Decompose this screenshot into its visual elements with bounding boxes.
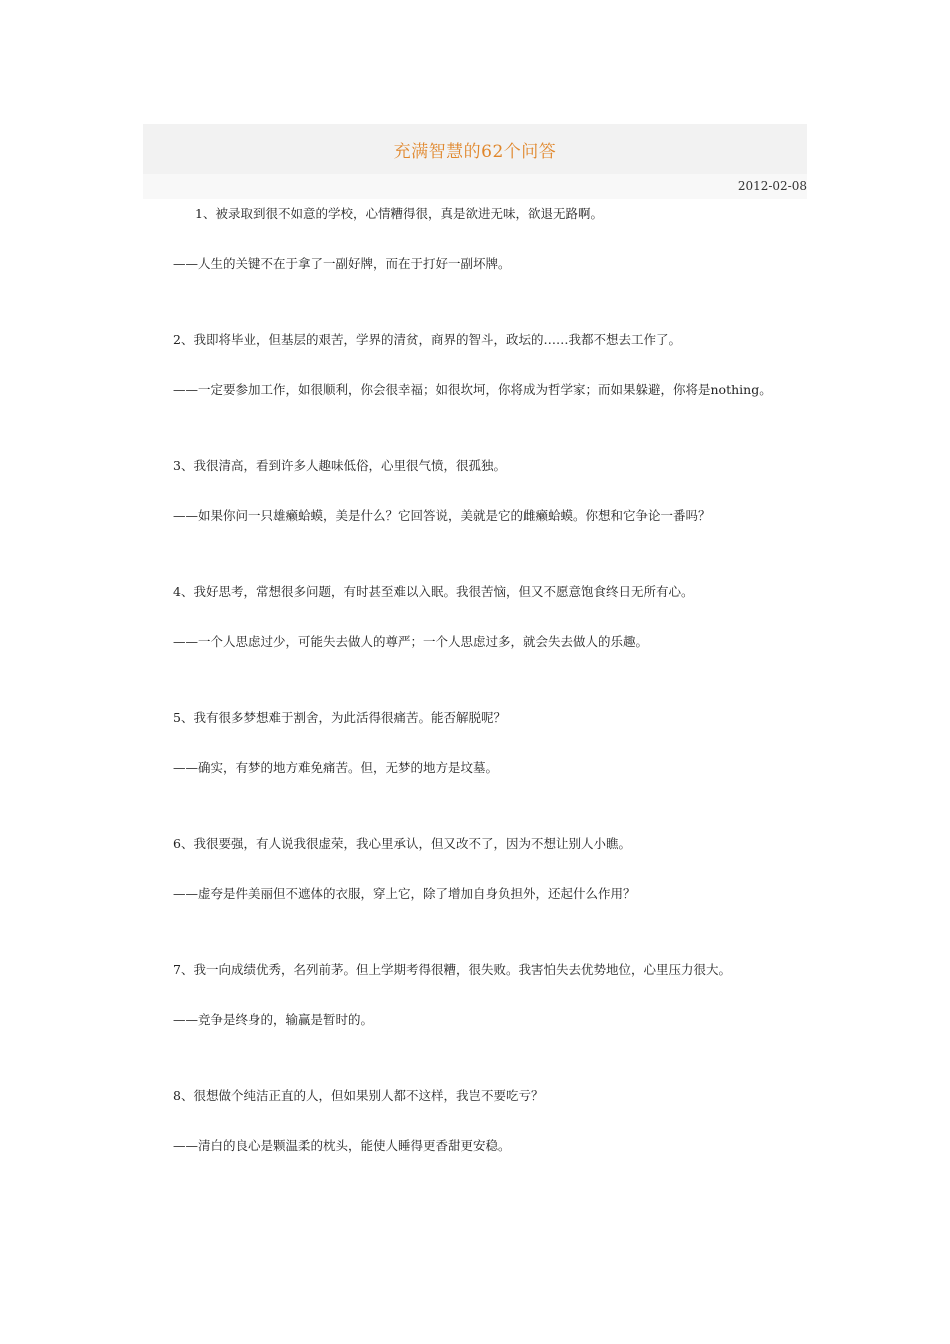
answer: ——竞争是终身的，输赢是暂时的。 xyxy=(173,1012,374,1027)
question: 7、我一向成绩优秀，名列前茅。但上学期考得很糟，很失败。我害怕失去优势地位，心里压力很大。 xyxy=(173,962,731,977)
question: 5、我有很多梦想难于割舍，为此活得很痛苦。能否解脱呢？ xyxy=(173,710,506,725)
qa-item xyxy=(143,454,807,528)
answer: ——一个人思虑过少，可能失去做人的尊严；一个人思虑过多，就会失去做人的乐趣。 xyxy=(173,634,649,649)
question: 3、我很清高，看到许多人趣味低俗，心里很气愤，很孤独。 xyxy=(173,458,506,473)
qa-item xyxy=(143,958,807,1032)
qa-item xyxy=(143,202,807,276)
title-bar xyxy=(143,124,807,174)
answer: ——人生的关键不在于拿了一副好牌，而在于打好一副坏牌。 xyxy=(173,256,511,271)
question: 2、我即将毕业，但基层的艰苦，学界的清贫，商界的智斗，政坛的……我都不想去工作了。 xyxy=(173,332,681,347)
question: 6、我很要强，有人说我很虚荣，我心里承认，但又改不了，因为不想让别人小瞧。 xyxy=(173,836,631,851)
date-bar xyxy=(143,174,807,199)
article-date: 2012-02-08 xyxy=(737,179,807,193)
qa-item xyxy=(143,1084,807,1158)
question: 8、很想做个纯洁正直的人，但如果别人都不这样，我岂不要吃亏？ xyxy=(173,1088,544,1103)
answer: ——如果你问一只雄癞蛤蟆，美是什么？它回答说，美就是它的雌癞蛤蟆。你想和它争论一番吗？ xyxy=(173,508,711,523)
answer: ——虚夸是件美丽但不遮体的衣服，穿上它，除了增加自身负担外，还起什么作用？ xyxy=(173,886,636,901)
answer: ——清白的良心是颗温柔的枕头，能使人睡得更香甜更安稳。 xyxy=(173,1138,511,1153)
article-title: 充满智慧的62个问答 xyxy=(393,141,557,162)
question: 1、被录取到很不如意的学校，心情糟得很，真是欲进无味，欲退无路啊。 xyxy=(195,206,603,221)
question: 4、我好思考，常想很多问题，有时甚至难以入眠。我很苦恼，但又不愿意饱食终日无所有心。 xyxy=(173,584,694,599)
answer: ——确实，有梦的地方难免痛苦。但，无梦的地方是坟墓。 xyxy=(173,760,499,775)
qa-item xyxy=(143,706,807,780)
article-content xyxy=(143,202,807,1158)
qa-item xyxy=(143,832,807,906)
answer: ——一定要参加工作，如很顺利，你会很幸福；如很坎坷，你将成为哲学家；而如果躲避，你将是nothing。 xyxy=(173,382,772,397)
qa-item xyxy=(143,328,807,402)
article xyxy=(143,124,807,1210)
qa-item xyxy=(143,580,807,654)
